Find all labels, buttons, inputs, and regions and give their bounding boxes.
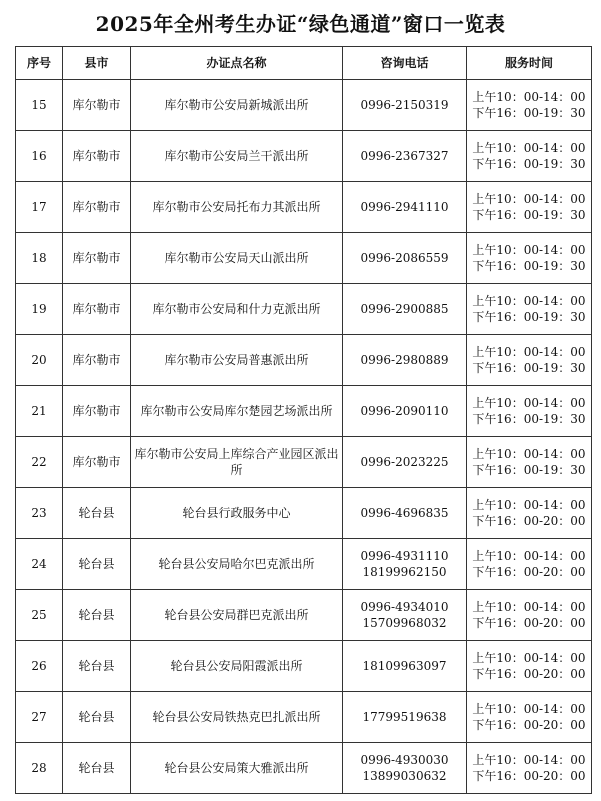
hours-afternoon: 下午16：00-20：00	[472, 667, 586, 681]
cell-office: 库尔勒市公安局托布力其派出所	[131, 182, 343, 233]
cell-no: 16	[16, 131, 63, 182]
hours-morning: 上午10：00-14：00	[472, 243, 586, 257]
cell-hours	[467, 386, 592, 437]
table-row	[16, 743, 592, 794]
hours-afternoon: 下午16：00-20：00	[472, 718, 586, 732]
hours-morning: 上午10：00-14：00	[472, 753, 586, 767]
hours-afternoon: 下午16：00-19：30	[472, 310, 586, 324]
cell-office: 轮台县公安局阳霞派出所	[131, 641, 343, 692]
cell-office: 库尔勒市公安局天山派出所	[131, 233, 343, 284]
phone-number: 0996-2086559	[360, 251, 449, 265]
cell-county: 库尔勒市	[63, 131, 131, 182]
cell-phone	[343, 539, 467, 590]
cell-no: 15	[16, 80, 63, 131]
hours-morning: 上午10：00-14：00	[472, 294, 586, 308]
cell-hours	[467, 641, 592, 692]
cell-no: 25	[16, 590, 63, 641]
cell-phone	[343, 131, 467, 182]
cell-office: 轮台县行政服务中心	[131, 488, 343, 539]
cell-no: 24	[16, 539, 63, 590]
cell-no: 23	[16, 488, 63, 539]
phone-number: 18109963097	[362, 659, 447, 673]
phone-number: 0996-4934010	[360, 600, 449, 614]
cell-hours	[467, 80, 592, 131]
cell-phone	[343, 641, 467, 692]
hours-morning: 上午10：00-14：00	[472, 396, 586, 410]
cell-hours	[467, 743, 592, 794]
cell-office: 库尔勒市公安局库尔楚园艺场派出所	[131, 386, 343, 437]
phone-number: 13899030632	[362, 769, 447, 783]
table-row	[16, 80, 592, 131]
phone-number: 0996-2941110	[360, 200, 449, 214]
phone-number: 0996-2980889	[360, 353, 449, 367]
cell-hours	[467, 437, 592, 488]
cell-no: 28	[16, 743, 63, 794]
table-row	[16, 386, 592, 437]
cell-no: 18	[16, 233, 63, 284]
phone-number: 0996-2150319	[360, 98, 449, 112]
hours-afternoon: 下午16：00-19：30	[472, 157, 586, 171]
cell-phone	[343, 692, 467, 743]
cell-phone	[343, 233, 467, 284]
table-row	[16, 488, 592, 539]
cell-office: 轮台县公安局群巴克派出所	[131, 590, 343, 641]
cell-county: 库尔勒市	[63, 386, 131, 437]
table-row	[16, 692, 592, 743]
cell-office: 轮台县公安局铁热克巴扎派出所	[131, 692, 343, 743]
hours-morning: 上午10：00-14：00	[472, 498, 586, 512]
hours-afternoon: 下午16：00-20：00	[472, 514, 586, 528]
hours-morning: 上午10：00-14：00	[472, 600, 586, 614]
cell-no: 26	[16, 641, 63, 692]
cell-hours	[467, 488, 592, 539]
cell-phone	[343, 743, 467, 794]
table-header-row	[16, 47, 592, 80]
cell-county: 库尔勒市	[63, 80, 131, 131]
cell-county: 库尔勒市	[63, 335, 131, 386]
cell-county: 库尔勒市	[63, 284, 131, 335]
cell-phone	[343, 590, 467, 641]
header-no: 序号	[16, 47, 63, 80]
cell-office: 库尔勒市公安局兰干派出所	[131, 131, 343, 182]
cell-hours	[467, 182, 592, 233]
phone-number: 0996-2900885	[360, 302, 449, 316]
hours-afternoon: 下午16：00-19：30	[472, 412, 586, 426]
cell-phone	[343, 386, 467, 437]
green-channel-table	[15, 46, 592, 794]
table-row	[16, 284, 592, 335]
hours-morning: 上午10：00-14：00	[472, 90, 586, 104]
header-office: 办证点名称	[131, 47, 343, 80]
table-row	[16, 590, 592, 641]
hours-afternoon: 下午16：00-20：00	[472, 616, 586, 630]
table-row	[16, 437, 592, 488]
table-row	[16, 539, 592, 590]
hours-morning: 上午10：00-14：00	[472, 141, 586, 155]
phone-number: 17799519638	[362, 710, 447, 724]
table-row	[16, 233, 592, 284]
cell-no: 22	[16, 437, 63, 488]
hours-morning: 上午10：00-14：00	[472, 447, 586, 461]
cell-office: 轮台县公安局策大雅派出所	[131, 743, 343, 794]
table-row	[16, 131, 592, 182]
cell-office: 库尔勒市公安局普惠派出所	[131, 335, 343, 386]
phone-number: 0996-4931110	[360, 549, 449, 563]
hours-morning: 上午10：00-14：00	[472, 345, 586, 359]
phone-number: 0996-2090110	[360, 404, 449, 418]
cell-phone	[343, 488, 467, 539]
hours-morning: 上午10：00-14：00	[472, 702, 586, 716]
hours-afternoon: 下午16：00-19：30	[472, 463, 586, 477]
cell-county: 轮台县	[63, 641, 131, 692]
cell-phone	[343, 284, 467, 335]
cell-no: 20	[16, 335, 63, 386]
table-row	[16, 182, 592, 233]
phone-number: 0996-2367327	[360, 149, 449, 163]
cell-county: 库尔勒市	[63, 182, 131, 233]
cell-hours	[467, 335, 592, 386]
cell-no: 17	[16, 182, 63, 233]
cell-county: 轮台县	[63, 692, 131, 743]
cell-phone	[343, 80, 467, 131]
cell-office: 库尔勒市公安局上库综合产业园区派出所	[131, 437, 343, 488]
phone-number: 18199962150	[362, 565, 447, 579]
cell-hours	[467, 233, 592, 284]
phone-number: 0996-4696835	[360, 506, 449, 520]
cell-hours	[467, 539, 592, 590]
table-row	[16, 335, 592, 386]
hours-afternoon: 下午16：00-19：30	[472, 106, 586, 120]
cell-hours	[467, 284, 592, 335]
cell-county: 库尔勒市	[63, 437, 131, 488]
hours-afternoon: 下午16：00-20：00	[472, 769, 586, 783]
phone-number: 0996-2023225	[360, 455, 449, 469]
cell-hours	[467, 131, 592, 182]
hours-afternoon: 下午16：00-19：30	[472, 208, 586, 222]
page-title: 2025年全州考生办证“绿色通道”窗口一览表	[95, 12, 506, 36]
cell-office: 库尔勒市公安局和什力克派出所	[131, 284, 343, 335]
hours-afternoon: 下午16：00-19：30	[472, 361, 586, 375]
header-hours: 服务时间	[467, 47, 592, 80]
hours-morning: 上午10：00-14：00	[472, 192, 586, 206]
cell-no: 19	[16, 284, 63, 335]
cell-no: 21	[16, 386, 63, 437]
cell-hours	[467, 590, 592, 641]
cell-phone	[343, 335, 467, 386]
header-phone: 咨询电话	[343, 47, 467, 80]
phone-number: 15709968032	[362, 616, 447, 630]
cell-office: 轮台县公安局哈尔巴克派出所	[131, 539, 343, 590]
hours-morning: 上午10：00-14：00	[472, 651, 586, 665]
table-row	[16, 641, 592, 692]
hours-afternoon: 下午16：00-20：00	[472, 565, 586, 579]
phone-number: 0996-4930030	[360, 753, 449, 767]
cell-phone	[343, 182, 467, 233]
header-county: 县市	[63, 47, 131, 80]
cell-office: 库尔勒市公安局新城派出所	[131, 80, 343, 131]
cell-county: 库尔勒市	[63, 233, 131, 284]
cell-no: 27	[16, 692, 63, 743]
cell-hours	[467, 692, 592, 743]
cell-county: 轮台县	[63, 743, 131, 794]
cell-phone	[343, 437, 467, 488]
hours-morning: 上午10：00-14：00	[472, 549, 586, 563]
cell-county: 轮台县	[63, 590, 131, 641]
hours-afternoon: 下午16：00-19：30	[472, 259, 586, 273]
cell-county: 轮台县	[63, 488, 131, 539]
cell-county: 轮台县	[63, 539, 131, 590]
